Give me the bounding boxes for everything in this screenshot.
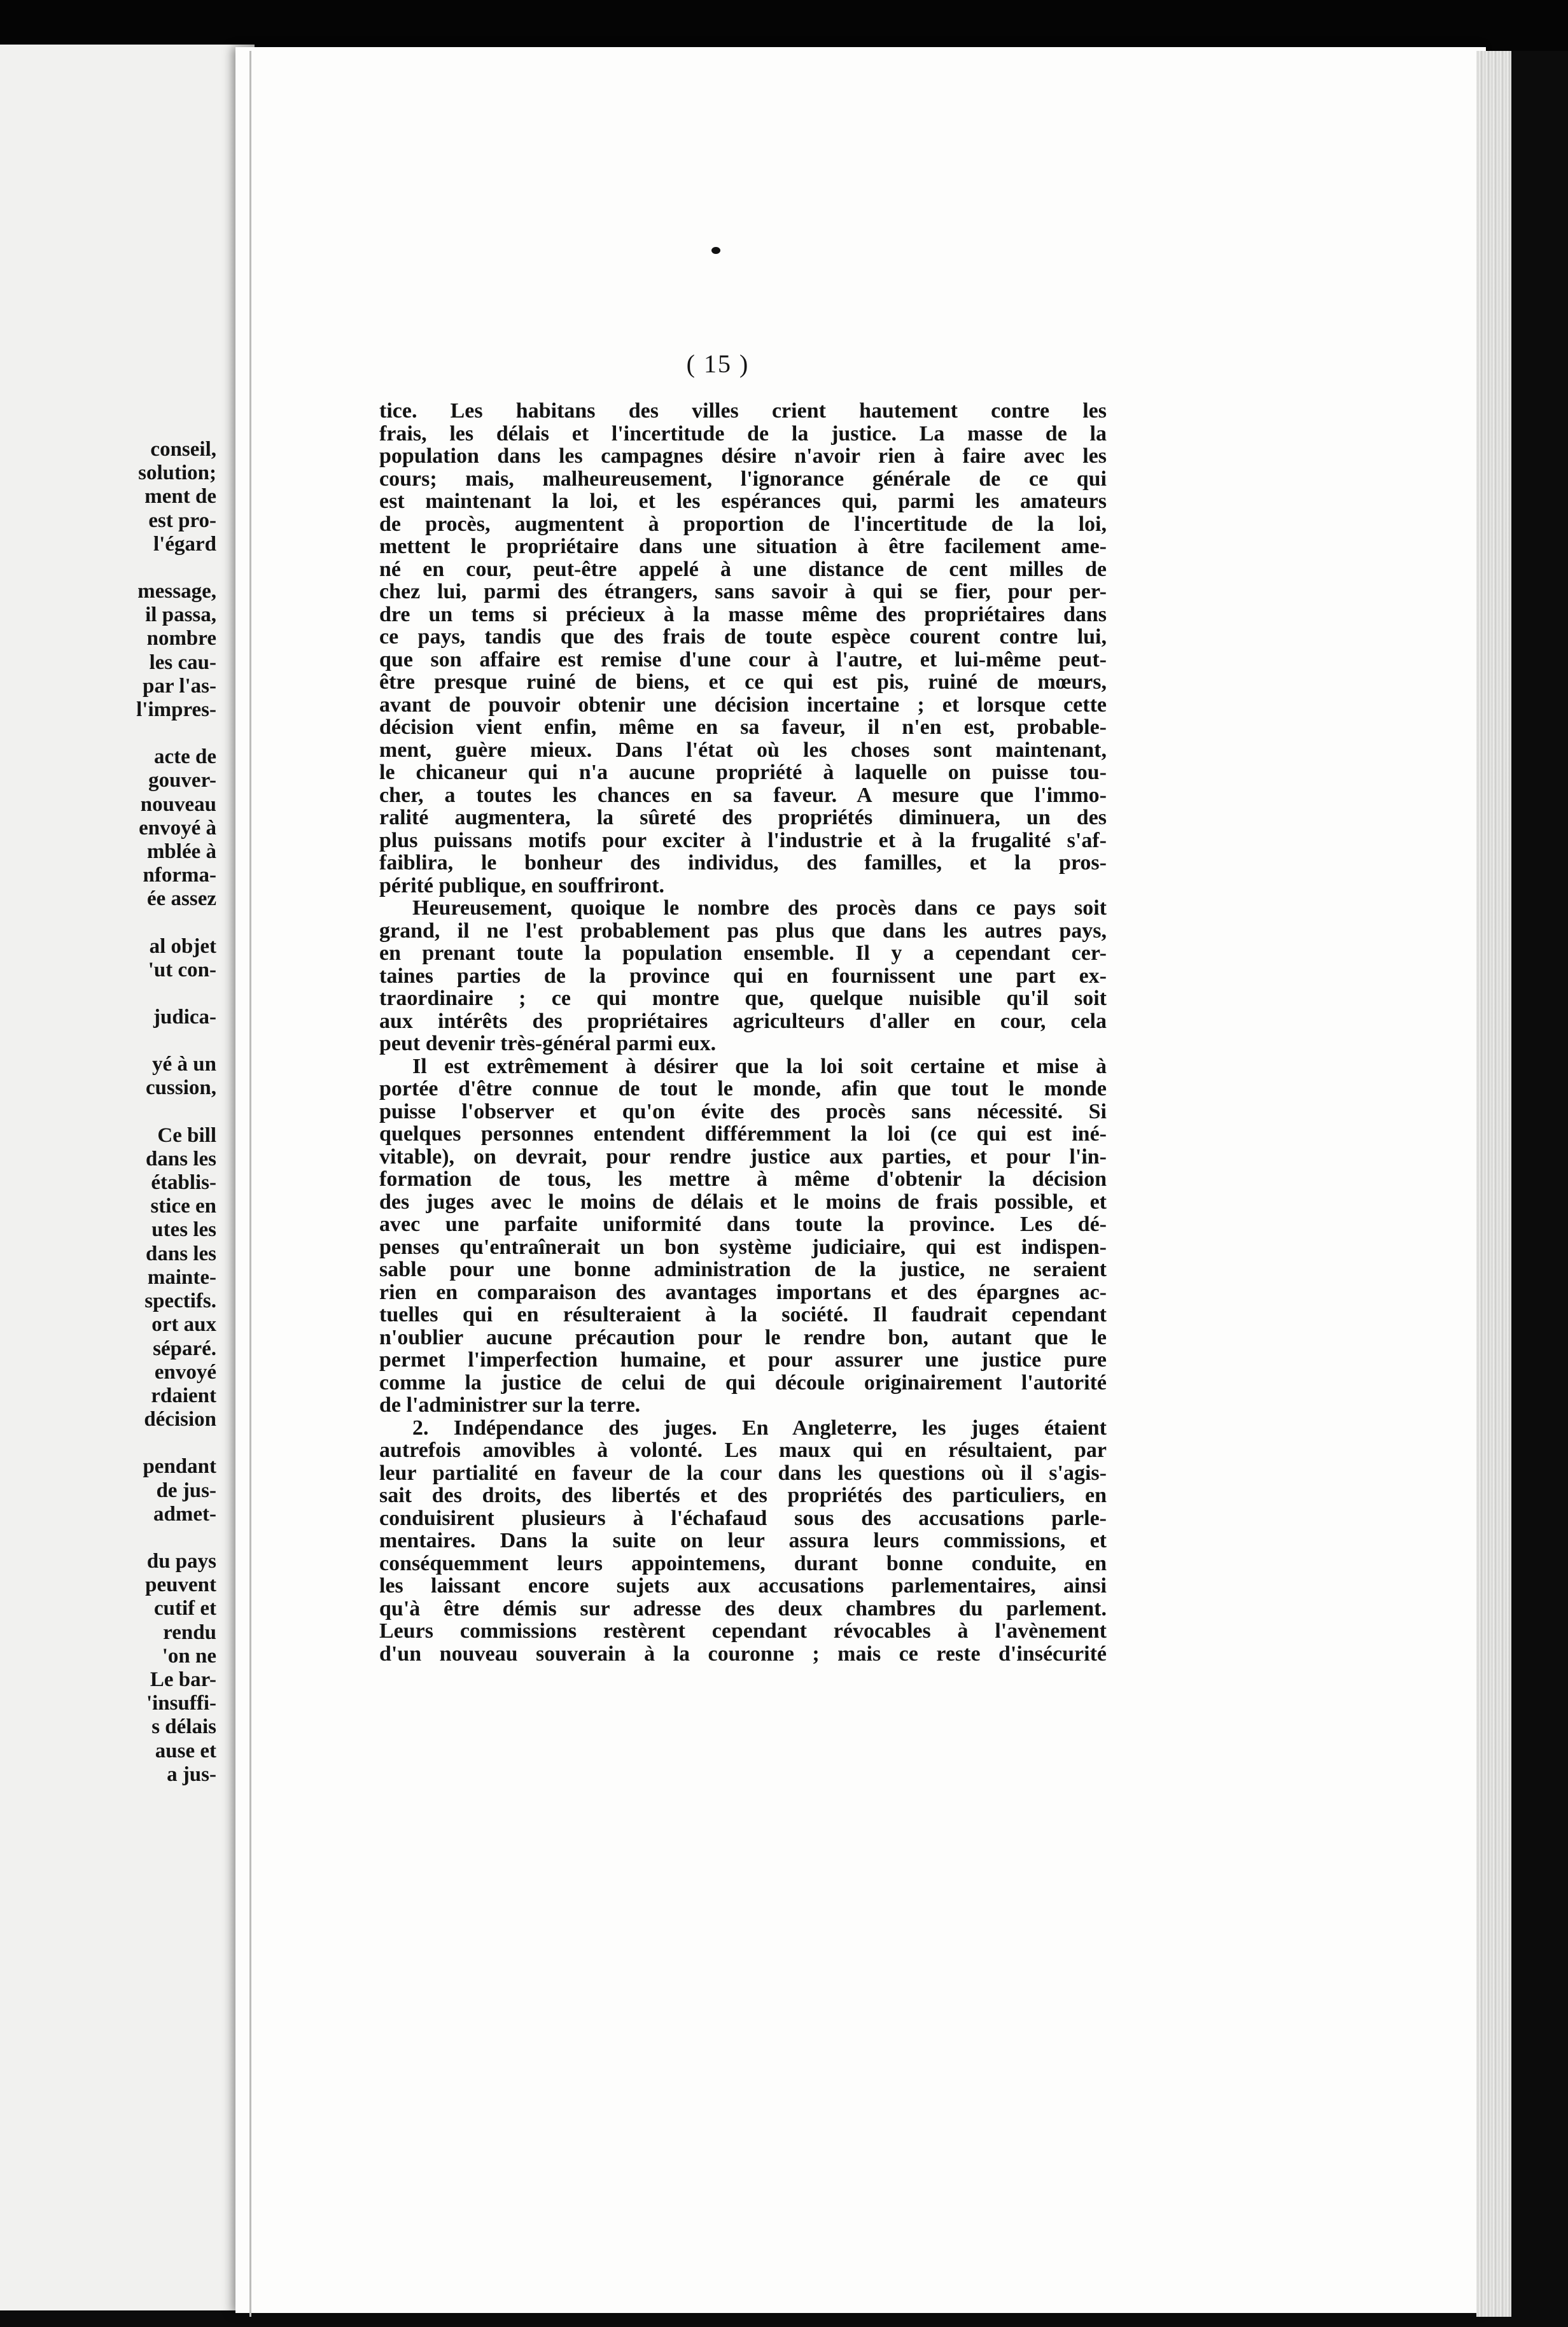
text-line: faiblira, le bonheur des individus, des familles, et la pros- (379, 851, 1107, 875)
text-line: conséquemment leurs appointemens, durant bonne conduite, en (379, 1551, 1107, 1575)
text-line: 2. Indépendance des juges. En Angleterre, les juges étaient (412, 1416, 1107, 1440)
text-line: qu'à être démis sur adresse des deux chambres du parlement. (379, 1596, 1107, 1620)
left-fragment-line: établis- (151, 1171, 216, 1195)
text-line: d'un nouveau souverain à la couronne ; mais ce reste d'insécurité (379, 1642, 1107, 1666)
text-line: de procès, augmentent à proportion de l'incertitude de la loi, (379, 512, 1107, 536)
left-fragment-line: de jus- (156, 1479, 216, 1502)
left-fragment-line: cutif et (153, 1597, 216, 1620)
left-fragment-line: séparé. (153, 1337, 216, 1360)
left-fragment-line: il passa, (145, 603, 216, 627)
text-line: sait des droits, des libertés et des propriétés des particuliers, en (379, 1484, 1107, 1507)
left-fragment-line: mblée à (146, 840, 216, 864)
text-line: traordinaire ; ce qui montre que, quelque nuisible qu'il soit (379, 987, 1107, 1010)
left-fragment-line: pendant (143, 1455, 216, 1479)
text-line: mentaires. Dans la suite on leur assura leurs commissions, et (379, 1529, 1107, 1552)
fragment-gap (0, 1100, 216, 1124)
text-line: leur partialité en faveur de la cour dans les questions où il s'agis- (379, 1461, 1107, 1485)
text-line: avant de pouvoir obtenir une décision incertaine ; et lorsque cette (379, 692, 1107, 717)
left-fragment-line: nouveau (140, 792, 216, 816)
left-fragment-line: utes les (151, 1218, 216, 1242)
text-line: ralité augmentera, la sûreté des propriétés diminuera, un des (379, 806, 1107, 829)
text-line: aux intérêts des propriétaires agriculteurs d'aller en cour, cela (379, 1009, 1107, 1033)
text-line: mettent le propriétaire dans une situation à être facilement ame- (379, 535, 1107, 558)
left-fragment-line: nombre (146, 627, 216, 650)
text-line: frais, les délais et l'incertitude de la justice. La masse de la (379, 421, 1107, 446)
text-line: comme la justice de celui de qui découle originairement l'autorité (379, 1370, 1107, 1395)
text-line: n'oublier aucune précaution pour le rendre bon, autant que le (379, 1325, 1107, 1349)
left-fragment-line: s délais (151, 1715, 216, 1739)
ink-speck (711, 247, 720, 254)
left-fragment-line: du pays (146, 1549, 216, 1573)
text-line: avec une parfaite uniformité dans toute la province. Les dé- (379, 1213, 1107, 1236)
text-line: conduisirent plusieurs à l'échafaud sous des accusations parle- (379, 1506, 1107, 1530)
left-fragment-line: envoyé (154, 1360, 216, 1384)
left-fragment-line: message, (137, 580, 216, 603)
left-fragment-line: stice en (150, 1195, 216, 1218)
text-line: formation de tous, les mettre à même d'obtenir la décision (379, 1167, 1107, 1191)
text-line: rien en comparaison des avantages importans et des épargnes ac- (379, 1280, 1107, 1304)
text-line: décision vient enfin, même en sa faveur, il n'en est, probable- (379, 715, 1107, 739)
text-line: vitable), on devrait, pour rendre justice aux parties, et pour l'in- (379, 1144, 1107, 1169)
book-spine (249, 51, 251, 2317)
text-line: grand, il ne l'est probablement pas plus que dans les autres pays, (379, 918, 1107, 943)
left-fragment-line: ée assez (146, 887, 216, 911)
left-page (0, 45, 255, 2310)
text-line: est maintenant la loi, et les espérances qui, parmi les amateurs (379, 489, 1107, 513)
left-fragment-line: yé à un (152, 1053, 216, 1076)
left-fragment-line: Le bar- (150, 1668, 216, 1691)
fragment-gap (0, 1029, 216, 1053)
scan-top-border (0, 0, 1568, 51)
text-line: taines parties de la province qui en fournissent une part ex- (379, 964, 1107, 988)
text-line: périté publique, en souffriront. (379, 873, 665, 897)
text-line: quelques personnes entendent différemment la loi (ce qui est iné- (379, 1122, 1107, 1146)
left-fragment-line: judica- (153, 1006, 216, 1029)
text-line: des juges avec le moins de délais et le moins de frais possible, et (379, 1190, 1107, 1214)
text-line: cours; mais, malheureusement, l'ignorance générale de ce qui (379, 467, 1107, 491)
body-text (379, 400, 1107, 1665)
page-edges (1476, 51, 1511, 2317)
left-fragment-line: 'on ne (162, 1644, 216, 1668)
left-fragment-line: décision (144, 1408, 216, 1431)
left-fragment-line: a jus- (167, 1762, 216, 1786)
text-line: les laissant encore sujets aux accusations parlementaires, ainsi (379, 1574, 1107, 1598)
left-fragment-line: solution; (138, 461, 216, 485)
left-fragment-line: 'ut con- (148, 958, 216, 981)
left-fragment-line: par l'as- (143, 674, 216, 698)
left-fragment-line: dans les (146, 1147, 216, 1171)
text-line: dre un tems si précieux à la masse même des propriétaires dans (379, 602, 1107, 626)
left-fragment-line: est pro- (148, 509, 216, 532)
left-fragment-line: spectifs. (144, 1290, 216, 1313)
text-line: autrefois amovibles à volonté. Les maux qui en résultaient, par (379, 1438, 1107, 1462)
text-line: permet l'imperfection humaine, et pour assurer une justice pure (379, 1348, 1107, 1372)
text-line: ment, guère mieux. Dans l'état où les choses sont maintenant, (379, 738, 1107, 762)
left-fragment-line: rdaient (151, 1384, 216, 1407)
page-number: ( 15 ) (686, 349, 750, 378)
text-line: portée d'être connue de tout le monde, afin que tout le monde (379, 1077, 1107, 1100)
fragment-gap (0, 1526, 216, 1550)
text-line: plus puissans motifs pour exciter à l'industrie et à la frugalité s'af- (379, 828, 1107, 852)
left-fragment-line: les cau- (149, 650, 216, 674)
left-fragment-line: nforma- (143, 864, 216, 887)
text-line: population dans les campagnes désire n'avoir rien à faire avec les (379, 444, 1107, 468)
text-line: Heureusement, quoique le nombre des procès dans ce pays soit (412, 896, 1107, 920)
fragment-gap (0, 722, 216, 745)
left-fragment-line: 'insuffi- (146, 1692, 216, 1715)
left-fragment-line: peuvent (145, 1573, 216, 1597)
text-line: ce pays, tandis que des frais de toute espèce courent contre lui, (379, 625, 1107, 649)
fragment-gap (0, 556, 216, 580)
left-fragment-line: ause et (155, 1739, 216, 1762)
text-line: être presque ruiné de biens, et ce qui est pis, ruiné de mœurs, (379, 670, 1107, 694)
left-fragment-line: ort aux (151, 1313, 216, 1337)
text-line: de l'administrer sur la terre. (379, 1393, 641, 1417)
left-fragment-line: envoyé à (139, 816, 216, 840)
text-line: que son affaire est remise d'une cour à l'autre, et lui-même peut- (379, 647, 1107, 671)
left-fragment-line: acte de (153, 745, 216, 769)
left-fragment-line: Ce bill (157, 1123, 216, 1147)
left-fragment-line: admet- (153, 1502, 216, 1526)
text-line: le chicaneur qui n'a aucune propriété à laquelle on puisse tou- (379, 761, 1107, 784)
left-fragment-line: mainte- (147, 1265, 216, 1289)
left-fragment-line: dans les (146, 1242, 216, 1265)
fragment-gap (0, 911, 216, 935)
fragment-gap (0, 1431, 216, 1455)
text-line: puisse l'observer et qu'on évite des procès sans nécessité. Si (379, 1099, 1107, 1123)
text-line: tuelles qui en résulteraient à la société. Il faudrait cependant (379, 1303, 1107, 1326)
text-line: Il est extrêmement à désirer que la loi soit certaine et mise à (412, 1054, 1107, 1078)
left-fragment-line: conseil, (150, 438, 216, 461)
left-fragment-line: cussion, (146, 1076, 216, 1100)
text-line: cher, a toutes les chances en sa faveur. A mesure que l'immo- (379, 783, 1107, 807)
text-line: penses qu'entraînerait un bon système judiciaire, qui est indispen- (379, 1235, 1107, 1259)
text-line: né en cour, peut-être appelé à une distance de cent milles de (379, 557, 1107, 581)
text-line: en prenant toute la population ensemble. Il y a cependant cer- (379, 941, 1107, 965)
left-fragment-line: rendu (163, 1620, 216, 1644)
text-line: chez lui, parmi des étrangers, sans savoir à qui se fier, pour per- (379, 580, 1107, 603)
left-page-text-fragments (0, 438, 216, 1787)
text-line: tice. Les habitans des villes crient hautement contre les (379, 399, 1107, 423)
left-fragment-line: ment de (144, 485, 216, 509)
fragment-gap (0, 982, 216, 1006)
left-fragment-line: l'impres- (136, 698, 216, 722)
text-line: sable pour une bonne administration de la justice, ne seraient (379, 1258, 1107, 1281)
left-fragment-line: al objet (149, 934, 216, 958)
left-fragment-line: l'égard (153, 532, 216, 556)
left-fragment-line: gouver- (148, 769, 216, 792)
text-line: peut devenir très-général parmi eux. (379, 1032, 717, 1055)
text-line: Leurs commissions restèrent cependant révocables à l'avènement (379, 1619, 1107, 1643)
